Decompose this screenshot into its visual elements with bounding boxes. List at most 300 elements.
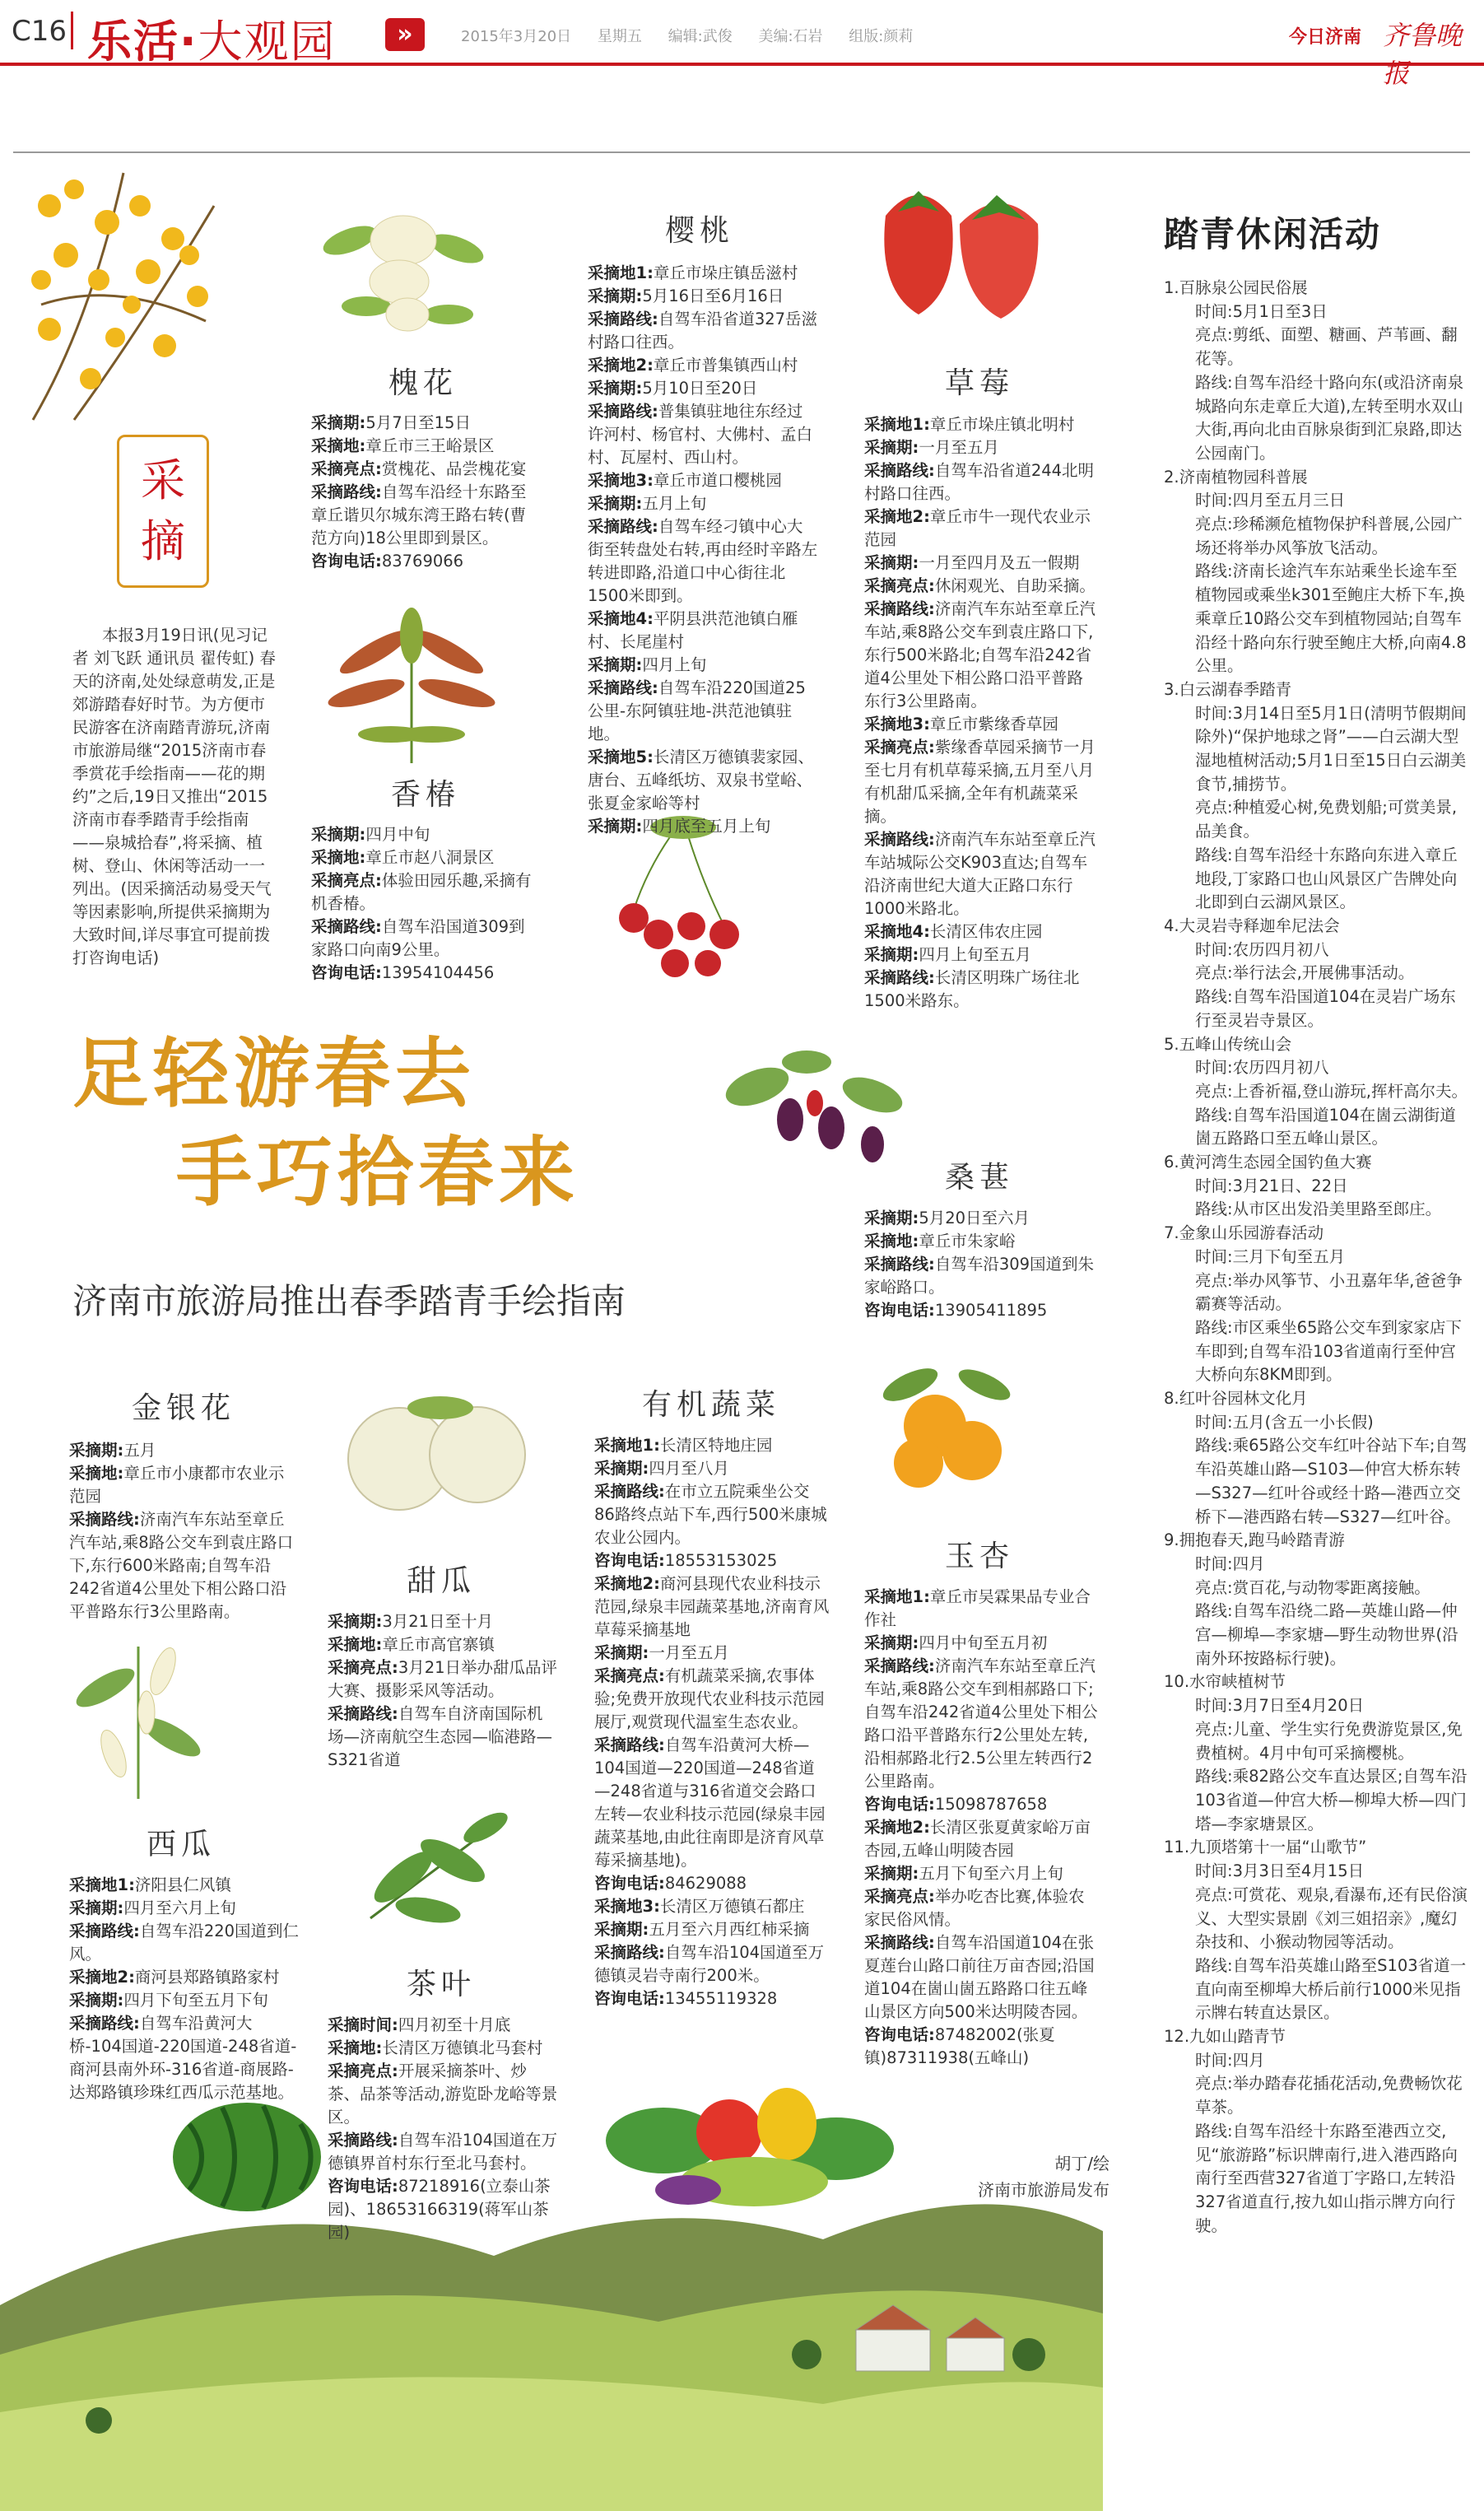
field-value: 18553153025 (664, 1551, 778, 1570)
activity-detail: 亮点:举办踏春花插花活动,免费畅饮花草茶。 (1195, 2074, 1463, 2117)
yingtao-line (588, 354, 818, 377)
field-value: 一月至四月及五一假期 (919, 553, 1080, 572)
field-label: 采摘期: (864, 1864, 919, 1883)
activity-detail: 时间:农历四月初八 (1195, 939, 1329, 959)
content-rule (13, 151, 1470, 153)
activity-heading: 9.拥抱春天,跑马岭踏青游 (1164, 1530, 1345, 1550)
field-label: 咨询电话: (864, 1795, 935, 1814)
activity-heading: 3.白云湖春季踏青 (1164, 679, 1292, 699)
field-label: 采摘地3: (594, 1897, 660, 1916)
field-value: 自驾车沿黄河大桥-104国道-220国道-248省道-商河县南外环-316省道-商展路-达郑路镇珍珠红西瓜示范基地。 (69, 2014, 297, 2102)
paper-logo: 齐鲁晚报 (1383, 20, 1463, 89)
field-value: 章丘市朱家峪 (919, 1232, 1016, 1251)
xigua-line (69, 1966, 301, 1989)
activity-detail: 路线:自驾车沿绕二路—英雄山路—仲宫—柳埠—李家塘—野生动物世界(沿南外环按路标行驶)。 (1195, 1601, 1458, 1668)
activity-heading: 2.济南植物园科普展 (1164, 467, 1308, 487)
field-label: 采摘期: (594, 1643, 649, 1662)
field-value: 自驾车经刁镇中心大街至转盘处右转,再由经时辛路左转进即路,沿道口中心街往北1500米即到。 (588, 517, 818, 605)
field-label: 咨询电话: (864, 2025, 935, 2044)
tiangua-line (328, 1656, 558, 1703)
field-value: 长清区张夏黄家峪万亩杏园,五峰山明陵杏园 (864, 1818, 1091, 1860)
activity-detail: 时间:农历四月初八 (1195, 1058, 1329, 1078)
yingtao-line (588, 469, 818, 492)
yingtao-title: 樱桃 (665, 214, 735, 248)
field-value: 83769066 (381, 552, 464, 571)
field-value: 平阴县洪范池镇白雁村、长尾崖村 (588, 609, 798, 651)
field-label: 采摘期: (588, 494, 643, 513)
caizhai-seal (117, 435, 209, 588)
field-label: 采摘地4: (864, 922, 930, 941)
field-label: 采摘期: (588, 379, 643, 398)
activity-heading: 12.九如山踏青节 (1164, 2027, 1286, 2047)
shucai-line (594, 1987, 830, 2010)
field-label: 采摘路线: (588, 402, 658, 421)
field-label: 采摘路线: (864, 1656, 935, 1675)
publisher-credit: 济南市旅游局发布 (978, 2180, 1110, 2200)
field-label: 采摘期: (328, 1612, 383, 1631)
caomei-line (864, 505, 1096, 552)
field-value: 3月21日举办甜瓜品评大赛、摄影采风等活动。 (328, 1658, 558, 1700)
field-label: 咨询电话: (594, 1551, 665, 1570)
field-value: 5月16日至6月16日 (642, 287, 784, 305)
activity-heading: 10.水帘峡植树节 (1164, 1672, 1286, 1692)
yingtao-line (588, 654, 818, 677)
yuxing-details (864, 1586, 1098, 2070)
section-main: 乐活 (87, 16, 179, 68)
field-label: 采摘路线: (328, 2131, 398, 2150)
yingtao-line (588, 608, 818, 654)
field-value: 长清区伟农庄园 (929, 922, 1043, 941)
field-label: 采摘路线: (864, 1933, 935, 1952)
field-label: 采摘地2: (594, 1574, 660, 1593)
edition-meta (461, 25, 934, 46)
activity-detail: 时间:3月14日至5月1日(清明节假期间除外)“保护地球之肾”——白云湖大型湿地植树活动;5月1日至15日白云湖美食节,捕捞节。 (1195, 703, 1467, 794)
field-value: 自驾车沿220国道25公里-东阿镇驻地-洪范池镇驻地。 (588, 678, 806, 743)
jinyinhua-line (69, 1508, 300, 1624)
shucai-line (594, 1434, 830, 1457)
shucai-line (594, 1457, 830, 1480)
activity-detail: 路线:自驾车沿英雄山路至S103省道一直向南至柳埠大桥后前行1000米见指示牌右转直达景区。 (1195, 1955, 1467, 2023)
field-label: 采摘期: (588, 287, 643, 305)
meta-weekday: 星期五 (597, 28, 642, 45)
field-label: 采摘地2: (588, 356, 654, 375)
field-label: 采摘地1: (864, 1587, 930, 1606)
field-label: 采摘地: (328, 1635, 383, 1654)
caomei-line (864, 920, 1096, 943)
tiangua-line (328, 1633, 558, 1656)
field-value: 休闲观光、自助采摘。 (934, 576, 1096, 595)
shucai-line (594, 1895, 830, 1918)
activity-detail: 时间:5月1日至3日 (1195, 301, 1328, 321)
caomei-line (864, 552, 1096, 575)
field-label: 采摘亮点: (864, 576, 935, 595)
activity-detail: 路线:自驾车沿经十路向东(或沿济南泉城路向东走章丘大道),左转至明水双山大街,再向北由百脉泉街到汇泉路,即达公园南门。 (1195, 372, 1464, 463)
field-value: 商河县郑路镇路家村 (134, 1968, 280, 1987)
xiangchun-line (311, 823, 533, 846)
chaye-title: 茶叶 (407, 1968, 477, 2001)
activity-detail: 时间:三月下旬至五月 (1195, 1246, 1346, 1266)
caomei-line (864, 828, 1096, 920)
xiangchun-line (311, 869, 533, 915)
field-value: 四月下旬至五月下旬 (123, 1991, 268, 2010)
field-label: 采摘期: (588, 655, 643, 674)
headline-line-1: 足轻游春去 (72, 1029, 477, 1118)
yuxing-line (864, 2024, 1098, 2070)
field-label: 采摘期: (69, 1991, 124, 2010)
shucai-line (594, 1918, 830, 1941)
field-label: 采摘地3: (864, 715, 930, 734)
field-value: 赏槐花、品尝槐花宴 (381, 459, 527, 478)
field-label: 采摘亮点: (864, 738, 935, 757)
yuxing-line (864, 1632, 1098, 1655)
column-name: 今日济南 (1289, 27, 1362, 48)
header-divider (71, 12, 73, 49)
seal-char-2: 摘 (141, 515, 185, 567)
field-label: 采摘地: (328, 2038, 383, 2057)
activity-detail: 路线:自驾车沿经十东路向东进入章丘地段,丁家路口也山风景区广告牌处向北即到白云湖风景区。 (1195, 845, 1458, 912)
field-label: 采摘路线: (588, 678, 658, 697)
caomei-line (864, 736, 1096, 828)
field-value: 13954104456 (381, 963, 495, 982)
activity-heading: 11.九顶塔第十一届“山歌节” (1164, 1838, 1367, 1857)
shucai-line (594, 1665, 830, 1734)
field-label: 采摘地1: (69, 1875, 135, 1894)
field-value: 四月中旬至五月初 (919, 1633, 1048, 1652)
activity-detail: 亮点:种植爱心树,免费划船;可赏美景,品美食。 (1195, 798, 1458, 841)
field-label: 采摘路线: (864, 830, 935, 849)
field-label: 采摘路线: (69, 2014, 140, 2033)
field-label: 采摘地4: (588, 609, 654, 628)
yingtao-details (588, 262, 818, 838)
field-value: 济南汽车东站至章丘汽车站,乘8路公交车到袁庄路口下,东行500米路北;自驾车沿242省道4公里处下相公路口沿平普路东行3公里路南。 (864, 599, 1096, 710)
yuxing-line (864, 1586, 1098, 1632)
yingtao-line (588, 285, 818, 308)
field-label: 采摘亮点: (311, 871, 382, 890)
field-value: 5月10日至20日 (642, 379, 758, 398)
field-label: 采摘时间: (328, 2015, 398, 2034)
yingtao-line (588, 262, 818, 285)
shucai-line (594, 1642, 830, 1665)
caomei-details (864, 413, 1096, 1013)
field-label: 咨询电话: (311, 552, 382, 571)
huaihua-details (311, 412, 533, 573)
shucai-line (594, 1480, 830, 1549)
yingtao-line (588, 492, 818, 515)
jinyinhua-line (69, 1439, 300, 1462)
field-value: 13905411895 (934, 1301, 1048, 1320)
field-value: 章丘市赵八洞景区 (365, 848, 495, 867)
meta-designer: 美编:石岩 (758, 28, 823, 45)
field-value: 五月 (123, 1441, 156, 1460)
yingtao-line (588, 308, 818, 354)
field-value: 普集镇驻地往东经过许河村、杨官村、大佛村、孟白村、瓦屋村、西山村。 (588, 402, 813, 467)
shucai-title: 有机蔬菜 (642, 1388, 781, 1422)
tea-leaf-illustration (354, 1803, 519, 1926)
caomei-line (864, 413, 1096, 436)
field-label: 采摘亮点: (864, 1887, 935, 1906)
shucai-line (594, 1941, 830, 1987)
field-value: 5月7日至15日 (365, 413, 471, 432)
activity-detail: 时间:四月 (1195, 1554, 1265, 1573)
field-label: 咨询电话: (311, 963, 382, 982)
huaihua-line (311, 412, 533, 435)
chaye-line (328, 2129, 558, 2175)
field-value: 章丘市垛庄镇岳滋村 (653, 263, 798, 282)
field-value: 一月至五月 (649, 1643, 729, 1662)
section-sub: 大观园 (198, 16, 337, 68)
activity-detail: 亮点:可赏花、观泉,看瀑布,还有民俗演义、大型实景剧《刘三姐招亲》,魔幻杂技和、小猴动物园等活动。 (1195, 1884, 1468, 1952)
field-value: 自驾车沿104国道至万德镇灵岩寺南行200米。 (594, 1943, 825, 1985)
forsythia-illustration (16, 156, 230, 428)
illustrator-credit: 胡丁/绘 (1054, 2154, 1110, 2173)
shucai-details (594, 1434, 830, 2010)
activity-detail: 亮点:举行法会,开展佛事活动。 (1195, 963, 1415, 983)
field-value: 五月上旬 (642, 494, 707, 513)
field-value: 四月至八月 (649, 1459, 729, 1478)
field-value: 章丘市高官寨镇 (382, 1635, 495, 1654)
caomei-title: 草莓 (945, 366, 1015, 400)
activity-detail: 路线:乘65路公交车红叶谷站下车;自驾车沿英雄山路—S103—仲宫大桥东转—S327—红叶谷或经十路—港西立交桥下—港西路右转—S327—红叶谷。 (1195, 1436, 1468, 1526)
activity-detail: 亮点:珍稀濒危植物保护科普展,公园广场还将举办风筝放飞活动。 (1195, 515, 1463, 557)
field-label: 采摘期: (69, 1898, 124, 1917)
field-label: 采摘路线: (311, 917, 382, 936)
activity-detail: 亮点:赏百花,与动物零距离接触。 (1195, 1577, 1431, 1597)
field-label: 采摘路线: (588, 517, 658, 536)
jinyinhua-title: 金银花 (132, 1391, 236, 1425)
sidebar-activities (1164, 277, 1468, 2238)
field-value: 自驾车沿国道104在张夏莲台山路口前往万亩杏园;沿国道104在崮山崮五路路口往五峰山景区方向500米达明陵杏园。 (864, 1933, 1095, 2021)
field-value: 济南汽车东站至章丘汽车站,乘8路公交车到袁庄路口下,东行600米路南;自驾车沿242省道4公里处下相公路口沿平普路东行3公里路南。 (69, 1510, 294, 1621)
field-value: 3月21日至十月 (382, 1612, 494, 1631)
activity-detail: 亮点:举办风筝节、小丑嘉年华,爸爸争霸赛等活动。 (1195, 1270, 1463, 1314)
tiangua-details (328, 1610, 558, 1772)
activity-detail: 路线:自驾车沿经十东路至港西立交,见“旅游路”标识牌南行,进入港西路向南行至西营327省道丁字路口,左转沿327省道直行,按九如山指示牌方向行驶。 (1195, 2121, 1458, 2235)
field-value: 自驾车沿309国道到朱家峪路口。 (864, 1255, 1095, 1297)
yuxing-line (864, 1885, 1098, 1931)
activity-detail: 时间:3月3日至4月15日 (1195, 1861, 1365, 1881)
mulberry-illustration (724, 1046, 905, 1169)
field-label: 采摘期: (864, 438, 919, 457)
field-label: 采摘路线: (69, 1510, 140, 1529)
field-label: 采摘地: (864, 1232, 919, 1251)
honeysuckle-illustration (72, 1638, 204, 1803)
yingtao-line (588, 377, 818, 400)
xiangchun-line (311, 962, 533, 985)
field-value: 自驾车沿黄河大桥—104国道—220国道—248省道—248省道与316省道交会路口左转—农业科技示范园(绿泉丰园蔬菜基地,由此往南即是济育风草莓采摘基地)。 (594, 1735, 826, 1870)
field-label: 采摘路线: (864, 968, 935, 987)
activity-detail: 路线:从市区出发沿美里路至郎庄。 (1195, 1200, 1442, 1219)
field-label: 采摘期: (864, 945, 919, 964)
field-label: 采摘路线: (594, 1735, 665, 1754)
activity-heading: 7.金象山乐园游春活动 (1164, 1223, 1324, 1243)
chaye-details (328, 2014, 558, 2244)
field-value: 87482002(张夏镇)87311938(五峰山) (864, 2025, 1055, 2067)
sidebar-title: 踏青休闲活动 (1164, 214, 1382, 254)
field-value: 自驾车沿省道244北明村路口往西。 (864, 461, 1095, 503)
field-value: 章丘市吴霖果品专业合作社 (864, 1587, 1091, 1629)
shucai-line (594, 1572, 830, 1642)
xigua-line (69, 2012, 301, 2104)
apricot-illustration (877, 1360, 1017, 1492)
field-value: 四月至六月上旬 (123, 1898, 236, 1917)
field-value: 章丘市垛庄镇北明村 (929, 415, 1075, 434)
field-value: 开展采摘茶叶、炒茶、品茶等活动,游览卧龙峪等景区。 (328, 2061, 558, 2127)
field-label: 咨询电话: (594, 1989, 665, 2008)
chaye-line (328, 2175, 558, 2244)
field-label: 采摘路线: (588, 310, 658, 328)
jinyinhua-details (69, 1439, 300, 1624)
field-value: 四月初至十月底 (398, 2015, 511, 2034)
tiangua-title: 甜瓜 (407, 1564, 477, 1598)
field-label: 采摘地2: (864, 507, 930, 526)
activity-detail: 时间:四月 (1195, 2050, 1265, 2070)
field-label: 采摘路线: (594, 1482, 665, 1501)
meta-date: 2015年3月20日 (461, 28, 572, 45)
chaye-line (328, 2037, 558, 2060)
xigua-title: 西瓜 (147, 1828, 216, 1861)
field-label: 采摘期: (588, 817, 643, 836)
page-number: C16 (12, 15, 67, 48)
field-label: 采摘地2: (69, 1968, 135, 1987)
field-value: 五月至六月西红柿采摘 (649, 1920, 810, 1939)
activity-detail: 时间:3月21日、22日 (1195, 1176, 1348, 1195)
field-value: 四月上旬至五月 (919, 945, 1031, 964)
field-label: 采摘路线: (864, 599, 935, 618)
field-value: 15098787658 (934, 1795, 1048, 1814)
activity-detail: 亮点:儿童、学生实行免费游览景区,免费植树。4月中旬可采摘樱桃。 (1195, 1719, 1463, 1763)
yingtao-line (588, 677, 818, 746)
huaihua-line (311, 550, 533, 573)
field-value: 在市立五院乘坐公交86路终点站下车,西行500米康城农业公园内。 (594, 1482, 827, 1547)
activity-detail: 时间:3月7日至4月20日 (1195, 1696, 1365, 1716)
headline-subtitle: 济南市旅游局推出春季踏青手绘指南 (72, 1281, 626, 1321)
field-label: 采摘期: (594, 1459, 649, 1478)
field-value: 章丘市普集镇西山村 (653, 356, 798, 375)
field-value: 13455119328 (664, 1989, 778, 2008)
activity-heading: 1.百脉泉公园民俗展 (1164, 278, 1308, 297)
xiangchun-title: 香椿 (391, 778, 461, 812)
caomei-line (864, 713, 1096, 736)
field-label: 采摘地3: (588, 471, 654, 490)
field-value: 自驾车沿经十东路至章丘谐贝尔城东湾王路右转(曹范方向)18公里即到景区。 (311, 482, 527, 547)
meta-layout: 组版:颜莉 (849, 28, 914, 45)
field-value: 章丘市牛一现代农业示范园 (864, 507, 1091, 549)
yingtao-line (588, 400, 818, 469)
xiangchun-line (311, 915, 533, 962)
field-label: 采摘地: (311, 848, 366, 867)
sangshen-details (864, 1207, 1096, 1322)
shucai-line (594, 1734, 830, 1872)
field-label: 采摘地: (311, 436, 366, 455)
xigua-line (69, 1920, 301, 1966)
field-value: 长清区明珠广场往北1500米路东。 (864, 968, 1080, 1010)
tiangua-line (328, 1703, 558, 1772)
field-value: 四月底至五月上旬 (642, 817, 771, 836)
field-label: 咨询电话: (594, 1874, 665, 1893)
jinyinhua-line (69, 1462, 300, 1508)
huaihua-line (311, 435, 533, 458)
activity-detail: 时间:五月(含五一小长假) (1195, 1412, 1374, 1432)
field-value: 长清区特地庄园 (659, 1436, 773, 1455)
headline-line-2: 手巧拾春来 (176, 1128, 580, 1217)
field-label: 采摘路线: (594, 1943, 665, 1962)
field-label: 采摘期: (864, 553, 919, 572)
activity-detail: 亮点:上香祈福,登山游玩,挥杆高尔夫。 (1195, 1081, 1468, 1101)
chaye-line (328, 2060, 558, 2129)
field-value: 济阳县仁风镇 (134, 1875, 231, 1894)
field-value: 济南汽车东站至章丘汽车站城际公交K903直达;自驾车沿济南世纪大道大正路口东行1000米路北。 (864, 830, 1096, 918)
field-value: 五月下旬至六月上旬 (919, 1864, 1063, 1883)
activity-detail: 路线:济南长途汽车东站乘坐长途车至植物园或乘坐k301至鲍庄大桥下车,换乘章丘10路公交车到植物园站;自驾车沿经十路向东行驶至鲍庄大桥,向南4.8公里。 (1195, 561, 1467, 676)
field-value: 长清区万德镇石都庄 (659, 1897, 805, 1916)
huaihua-title: 槐花 (388, 366, 458, 400)
field-label: 采摘路线: (864, 1255, 935, 1274)
field-value: 章丘市小康都市农业示范园 (69, 1464, 285, 1506)
melon-illustration (342, 1393, 531, 1516)
tiangua-line (328, 1610, 558, 1633)
sangshen-line (864, 1299, 1096, 1322)
field-value: 紫缘香草园采摘节一月至七月有机草莓采摘,五月至八月有机甜瓜采摘,全年有机蔬菜采摘。 (864, 738, 1096, 826)
activity-heading: 8.红叶谷园林文化月 (1164, 1389, 1308, 1409)
shucai-line (594, 1872, 830, 1895)
caomei-line (864, 598, 1096, 713)
xigua-line (69, 1897, 301, 1920)
field-value: 商河县现代农业科技示范园,绿泉丰园蔬菜基地,济南育风草莓采摘基地 (594, 1574, 830, 1639)
yingtao-line (588, 746, 818, 815)
yingtao-line (588, 515, 818, 608)
yuxing-title: 玉杏 (945, 1540, 1015, 1573)
field-value: 自驾车沿国道309到家路口向南9公里。 (311, 917, 525, 959)
field-value: 有机蔬菜采摘,农事体验;免费开放现代农业科技示范园展厅,观赏现代温室生态农业。 (594, 1666, 825, 1731)
sangshen-line (864, 1253, 1096, 1299)
field-value: 自驾车沿220国道到仁风。 (69, 1922, 300, 1964)
section-title (87, 7, 337, 70)
huaihua-line (311, 481, 533, 550)
field-label: 采摘亮点: (594, 1666, 665, 1685)
meta-editor: 编辑:武俊 (668, 28, 733, 45)
xiangchun-line (311, 846, 533, 869)
locust-flower-illustration (317, 191, 490, 347)
intro-paragraph: 本报3月19日讯(见习记者 刘飞跃 通讯员 翟传虹) 春天的济南,处处绿意萌发,正是郊游踏春好时节。为方便市民游客在济南踏青游玩,济南市旅游局继“2015济南市春季赏花手绘指南——花的期约”之后,19日又推出“2015济南市春季踏青手绘指南——泉城拾春”,将采摘、植树、登山、休闲等活动一一列出。(因采摘活动易受天气等因素影响,所提供采摘期为大致时间,详尽事宜可提前拨打咨询电话) (72, 626, 276, 967)
field-value: 长清区万德镇裴家园、唐台、五峰纸坊、双泉书堂峪、张夏金家峪等村 (588, 748, 814, 813)
field-label: 咨询电话: (864, 1301, 935, 1320)
toona-sprout-illustration (325, 603, 498, 767)
field-value: 84629088 (664, 1874, 747, 1893)
field-value: 自驾车沿省道327岳滋村路口往西。 (588, 310, 818, 352)
activity-detail: 亮点:剪纸、面塑、糖画、芦苇画、翻花等。 (1195, 325, 1458, 369)
caomei-line (864, 459, 1096, 505)
xigua-details (69, 1874, 301, 2104)
shucai-line (594, 1549, 830, 1572)
caomei-line (864, 436, 1096, 459)
field-label: 采摘地1: (864, 415, 930, 434)
field-label: 采摘期: (69, 1441, 124, 1460)
field-label: 采摘期: (864, 1209, 919, 1228)
field-value: 87218916(立泰山茶园)、18653166319(蒋军山茶园) (328, 2177, 551, 2242)
field-value: 一月至五月 (919, 438, 999, 457)
sangshen-title: 桑葚 (945, 1161, 1015, 1195)
field-value: 章丘市紫缘香草园 (929, 715, 1058, 734)
field-value: 体验田园乐趣,采摘有机香椿。 (311, 871, 532, 913)
field-label: 采摘地1: (594, 1436, 660, 1455)
yuxing-line (864, 1816, 1098, 1862)
seal-char-1: 采 (141, 454, 185, 506)
strawberry-illustration (869, 183, 1050, 323)
activity-detail: 路线:自驾车沿国道104在崮云湖街道崮五路路口至五峰山景区。 (1195, 1105, 1456, 1148)
field-value: 济南汽车东站至章丘汽车站,乘8路公交车到相郝路口下;自驾车沿242省道4公里处下相公路口沿平普路东行2公里处左转,沿相郝路北行2.5公里左转西行2公里路南。 (864, 1656, 1098, 1791)
yuxing-line (864, 1793, 1098, 1816)
field-label: 采摘期: (311, 413, 366, 432)
